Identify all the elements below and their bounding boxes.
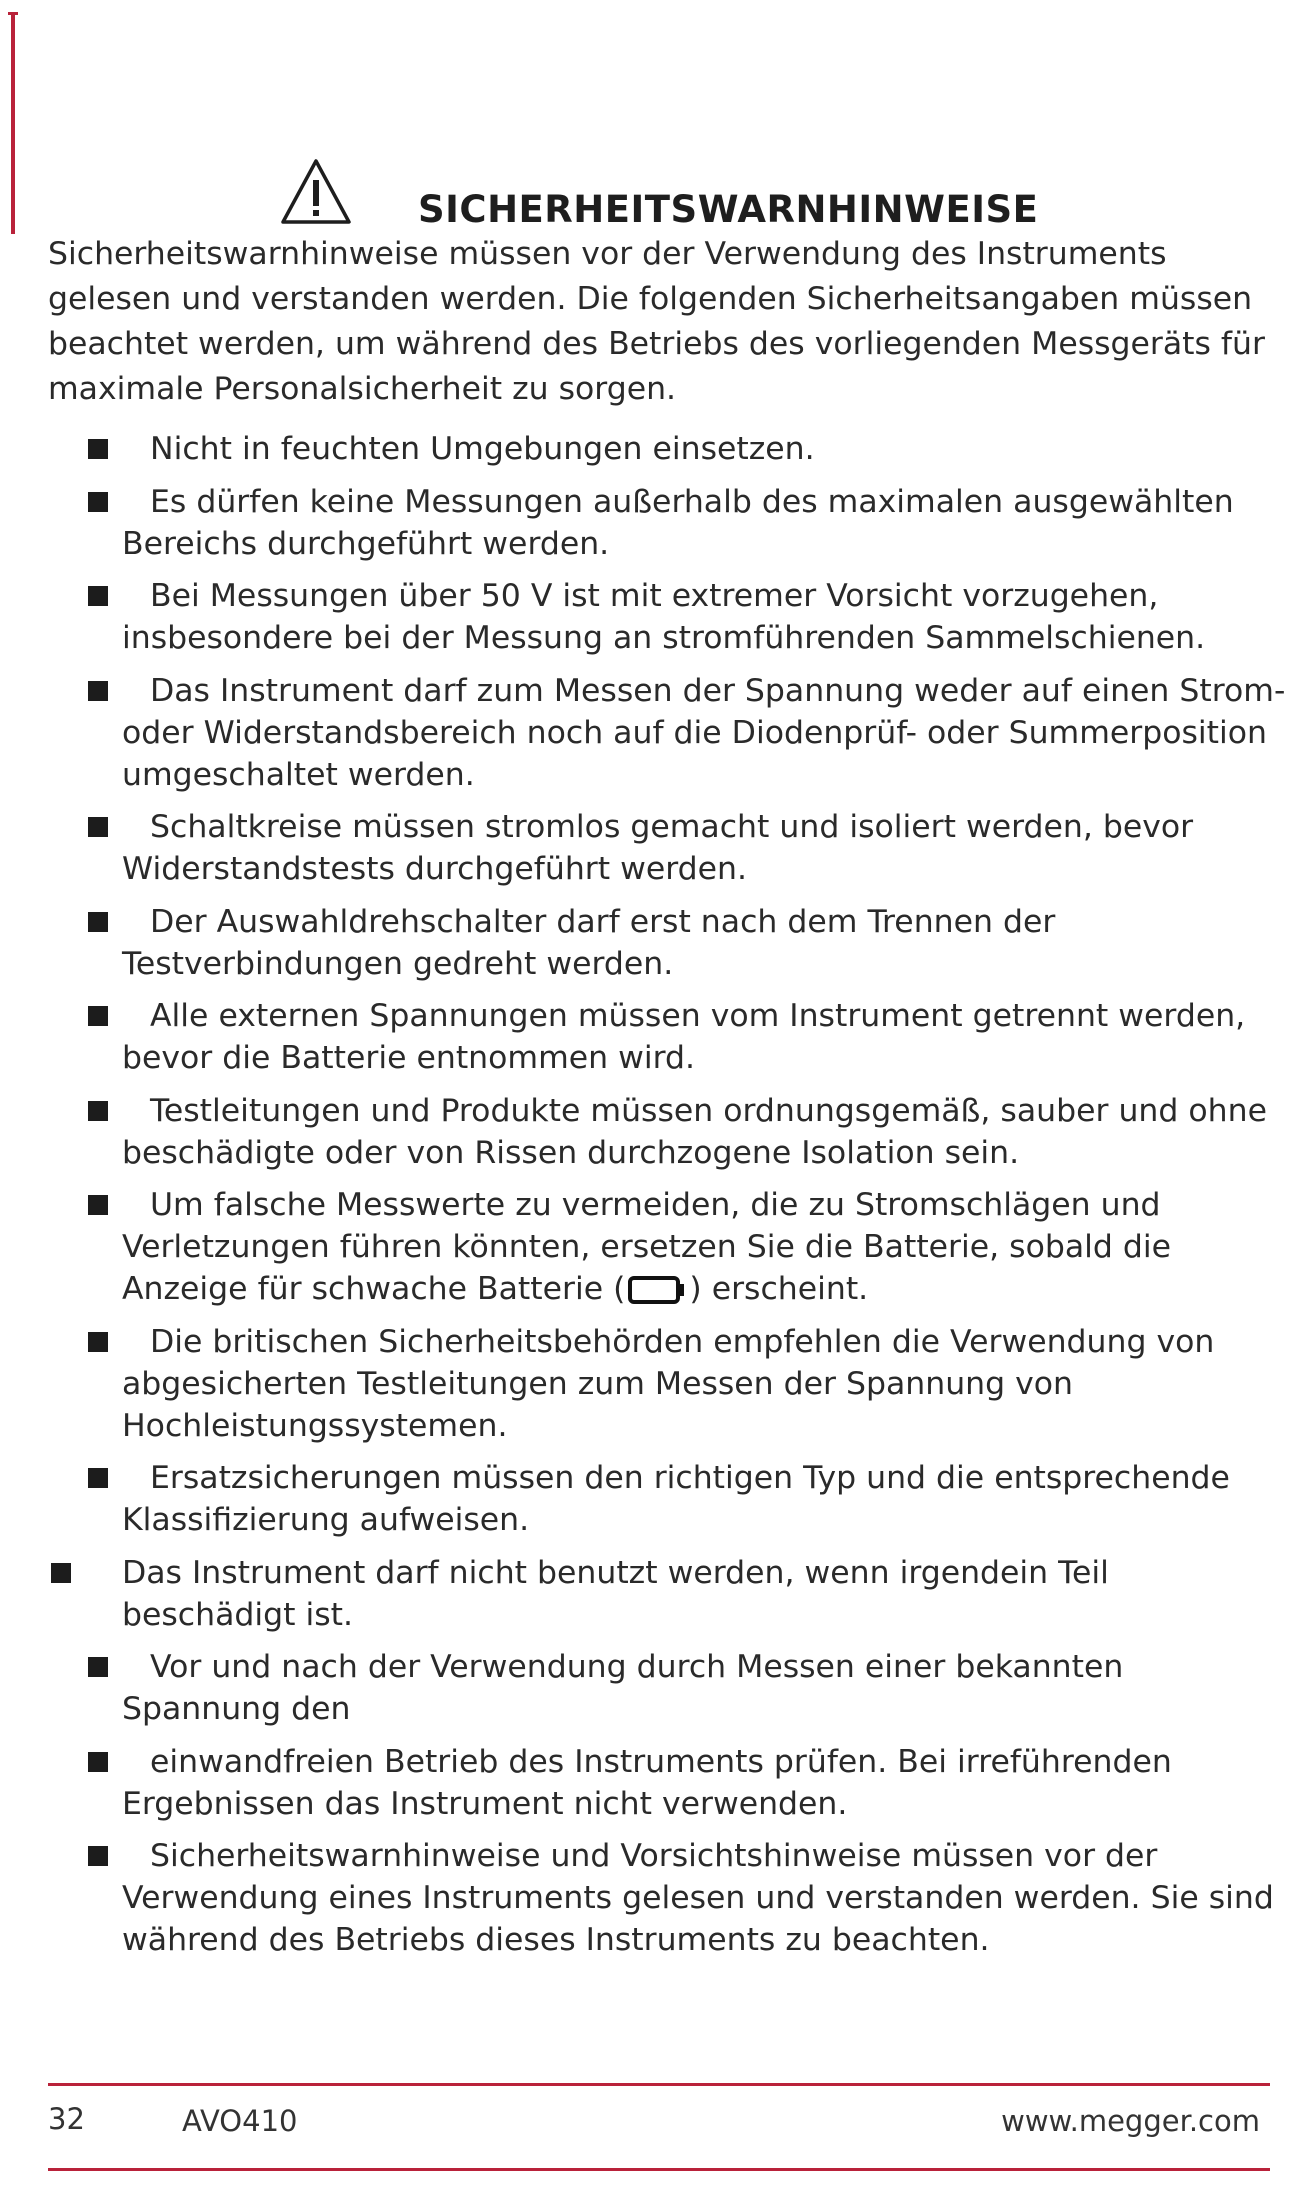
bullet-square-icon [88,1006,108,1026]
bullet-square-icon [88,586,108,606]
bullet-square-icon [51,1563,71,1583]
bullet-square-icon [88,1468,108,1488]
list-item: Schaltkreise müssen stromlos gemacht und isoliert werden, bevor Widerstandstests durchgeführt werden. [48,806,1288,890]
low-battery-icon [627,1275,687,1305]
list-item: Alle externen Spannungen müssen vom Instrument getrennt werden, bevor die Batterie entnommen wird. [48,995,1288,1079]
list-item: Es dürfen keine Messungen außerhalb des maximalen ausgewählten Bereichs durchgeführt werden. [48,481,1288,565]
list-item: Der Auswahldrehschalter darf erst nach dem Trennen der Testverbindungen gedreht werden. [48,901,1288,985]
page-number: 32 [48,2102,85,2136]
model-name: AVO410 [182,2104,298,2138]
bullet-square-icon [88,1332,108,1352]
margin-rule [11,12,15,234]
bullet-square-icon [88,1846,108,1866]
list-item: Das Instrument darf nicht benutzt werden, wenn irgendein Teil beschädigt ist. [48,1552,1288,1636]
list-item: Bei Messungen über 50 V ist mit extremer Vorsicht vorzugehen, insbesondere bei der Messung an stromführenden Sammelschienen. [48,575,1288,659]
list-item: Testleitungen und Produkte müssen ordnungsgemäß, sauber und ohne beschädigte oder von Rissen durchzogene Isolation sein. [48,1090,1288,1174]
bullet-square-icon [88,492,108,512]
bullet-square-icon [88,1195,108,1215]
list-item: Vor und nach der Verwendung durch Messen einer bekannten Spannung den [48,1646,1288,1730]
page-title: SICHERHEITSWARNHINWEISE [418,188,1039,231]
bullet-square-icon [88,439,108,459]
list-item: einwandfreien Betrieb des Instruments prüfen. Bei irreführenden Ergebnissen das Instrument nicht verwenden. [48,1741,1288,1825]
bullet-square-icon [88,817,108,837]
footer-divider [48,2083,1270,2086]
list-item: Sicherheitswarnhinweise und Vorsichtshinweise müssen vor der Verwendung eines Instruments gelesen und verstanden werden. Sie sind während des Betriebs dieses Instruments zu beachten. [48,1835,1288,1961]
bullet-square-icon [88,1657,108,1677]
bullet-square-icon [88,1752,108,1772]
safety-list [48,428,1288,1972]
bullet-square-icon [88,681,108,701]
list-item: Das Instrument darf zum Messen der Spannung weder auf einen Strom- oder Widerstandsbereich noch auf die Diodenprüf- oder Summerposition umgeschaltet werden. [48,670,1288,796]
warning-triangle-icon [280,158,352,226]
bullet-square-icon [88,912,108,932]
bullet-square-icon [88,1101,108,1121]
list-item: Nicht in feuchten Umgebungen einsetzen. [48,428,1288,470]
footer-divider-bottom [48,2168,1270,2171]
intro-paragraph: Sicherheitswarnhinweise müssen vor der Verwendung des Instruments gelesen und verstanden werden. Die folgenden Sicherheitsangaben müssen beachtet werden, um während des Betriebs des vorliegenden Messgeräts für maximale Personalsicherheit zu sorgen. [48,236,1265,407]
section-heading [280,158,1080,230]
website-url: www.megger.com [1001,2104,1260,2138]
list-item: Die britischen Sicherheitsbehörden empfehlen die Verwendung von abgesicherten Testleitungen zum Messen der Spannung von Hochleistungssystemen. [48,1321,1288,1447]
list-item: Ersatzsicherungen müssen den richtigen Typ und die entsprechende Klassifizierung aufweisen. [48,1457,1288,1541]
list-item-battery: Um falsche Messwerte zu vermeiden, die zu Stromschlägen und Verletzungen führen könnten, ersetzen Sie die Batterie, sobald die Anzeige für schwache Batterie ( ) erscheint. [48,1184,1288,1310]
